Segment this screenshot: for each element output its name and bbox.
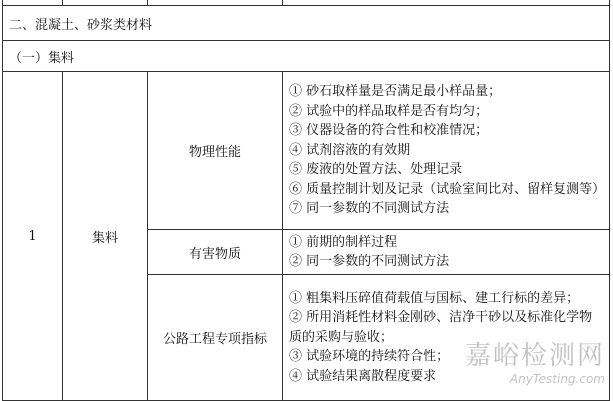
section-heading-row [3, 6, 610, 41]
list-item: ⑥ 质量控制计划及记录（试验室间比对、留样复测等） [289, 181, 606, 197]
item-list [289, 82, 606, 219]
list-item: ⑦ 同一参数的不同测试方法 [289, 201, 450, 217]
item-list [289, 289, 603, 387]
watermark-title: 嘉峪检测网 [464, 341, 605, 371]
list-item: ⑤ 废液的处置方法、处理记录 [289, 162, 463, 178]
group-items [283, 275, 610, 401]
list-item: ① 砂石取样量是否满足最小样品量； [289, 84, 502, 100]
group-name: 公路工程专项指标 [148, 275, 283, 401]
row-category: 集料 [63, 72, 148, 401]
watermark-url: AnyTesting.com [509, 372, 605, 386]
list-item: ② 同一参数的不同测试方法 [289, 254, 450, 269]
list-item: ③ 仪器设备的符合性和校准情况； [289, 123, 489, 139]
document-table [2, 0, 610, 401]
list-item: ④ 试验结果离散程度要求 [289, 368, 437, 384]
item-list [289, 233, 603, 272]
group-name: 物理性能 [148, 72, 283, 230]
group-name: 有害物质 [148, 230, 283, 275]
list-item: ③ 试验环境的持续符合性； [289, 349, 450, 365]
list-item: ② 试验中的样品取样是否有均匀； [289, 103, 489, 119]
list-item: ① 粗集料压碎值荷载值与国标、建工行标的差异； [289, 290, 580, 306]
group-items [283, 230, 610, 275]
subsection-heading-row [3, 41, 610, 72]
row-number: 1 [3, 72, 63, 401]
list-item: ② 所用消耗性材料金刚砂、洁净干砂以及标准化学物质的采购与验收； [289, 310, 593, 345]
list-item: ① 前期的制样过程 [289, 234, 398, 250]
group-items [283, 72, 610, 230]
table-row [3, 72, 610, 230]
section-title: 二、混凝土、砂浆类材料 [3, 6, 610, 41]
list-item: ④ 试剂溶液的有效期 [289, 142, 411, 158]
subsection-title: （一）集料 [3, 41, 610, 72]
